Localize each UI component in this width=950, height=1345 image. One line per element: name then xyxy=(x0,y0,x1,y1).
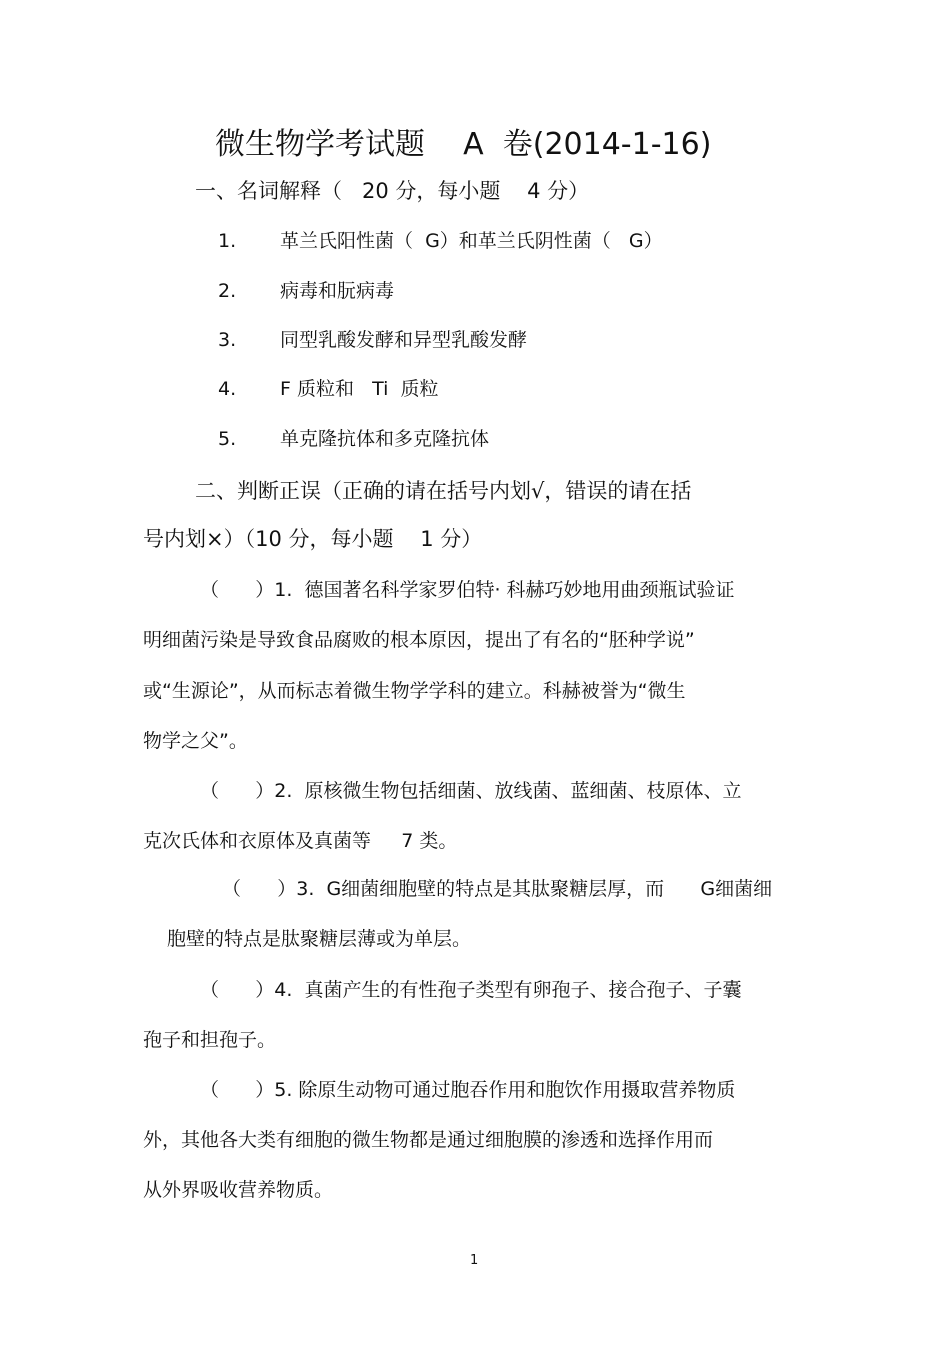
section2-heading-line1: 二、判断正误（正确的请在括号内划√，错误的请在括 xyxy=(195,479,692,503)
list-item xyxy=(218,430,489,449)
question-line: （ ）1. 德国著名科学家罗伯特· 科赫巧妙地用曲颈瓶试验证 xyxy=(200,579,735,601)
question-line: （ ）5. 除原生动物可通过胞吞作用和胞饮作用摄取营养物质 xyxy=(200,1079,736,1101)
item-text: 同型乳酸发酵和异型乳酸发酵 xyxy=(280,329,528,351)
item-number: 1. xyxy=(218,230,237,252)
question-line: （ ）4. 真菌产生的有性孢子类型有卵孢子、接合孢子、子囊 xyxy=(200,979,742,1001)
item-text: 单克隆抗体和多克隆抗体 xyxy=(280,428,490,450)
question-line: （ ）3. G细菌细胞壁的特点是其肽聚糖层厚，而 G细菌细 xyxy=(222,878,773,900)
question-line: 物学之父”。 xyxy=(143,730,248,752)
item-text: 病毒和朊病毒 xyxy=(280,280,395,302)
question-line: 孢子和担孢子。 xyxy=(143,1029,277,1051)
question-line: 或“生源论”，从而标志着微生物学学科的建立。科赫被誉为“微生 xyxy=(143,680,686,702)
question-line: 从外界吸收营养物质。 xyxy=(143,1179,334,1201)
page-number: 1 xyxy=(470,1253,479,1268)
list-item xyxy=(218,282,394,301)
page-title: 微生物学考试题 A 卷(2014-1-16) xyxy=(215,127,712,162)
question-line: 胞壁的特点是肽聚糖层薄或为单层。 xyxy=(167,928,472,950)
list-item xyxy=(218,232,663,251)
question-line: （ ）2. 原核微生物包括细菌、放线菌、蓝细菌、枝原体、立 xyxy=(200,780,742,802)
question-line: 外，其他各大类有细胞的微生物都是通过细胞膜的渗透和选择作用而 xyxy=(143,1129,714,1151)
item-text: 革兰氏阳性菌（ G）和革兰氏阴性菌（ G） xyxy=(280,230,663,252)
list-item xyxy=(218,380,438,399)
item-number: 5. xyxy=(218,428,237,450)
list-item xyxy=(218,331,527,350)
question-line: 明细菌污染是导致食品腐败的根本原因，提出了有名的“胚种学说” xyxy=(143,629,695,651)
item-number: 2. xyxy=(218,280,237,302)
question-line: 克次氏体和衣原体及真菌等 7 类。 xyxy=(143,830,458,852)
section2-heading-line2: 号内划×）（10 分，每小题 1 分） xyxy=(143,527,483,551)
item-text: F 质粒和 Ti 质粒 xyxy=(280,378,439,400)
item-number: 3. xyxy=(218,329,237,351)
item-number: 4. xyxy=(218,378,237,400)
section1-heading: 一、名词解释（ 20 分，每小题 4 分） xyxy=(195,179,590,203)
